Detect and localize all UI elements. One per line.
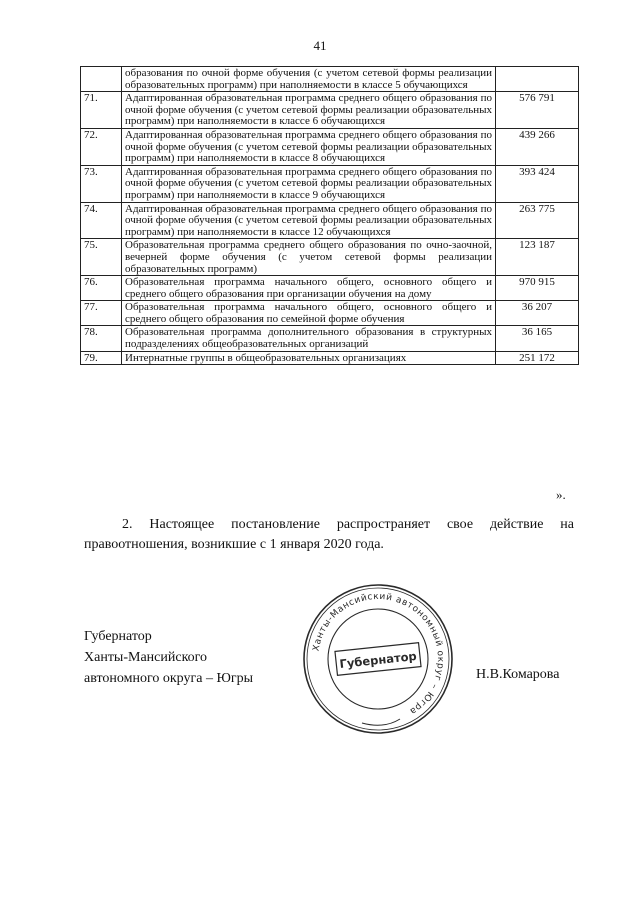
row-number: 76. bbox=[81, 276, 122, 301]
official-seal-stamp bbox=[298, 579, 458, 739]
program-description: Интернатные группы в общеобразовательных организациях bbox=[122, 351, 496, 365]
row-number bbox=[81, 67, 122, 92]
program-description: Адаптированная образовательная программа среднего общего образования по очной форме обучения (с учетом сетевой формы реализации образовательных программ) при наполняемости в классе 6 обучающихся bbox=[122, 92, 496, 129]
page-number: 41 bbox=[313, 38, 327, 53]
normative-value: 439 266 bbox=[496, 128, 579, 165]
table-row bbox=[81, 128, 579, 165]
clause-paragraph: 2. Настоящее постановление распространяет свое действие на правоотношения, возникшие с 1 января 2020 года. bbox=[84, 517, 574, 552]
row-number: 71. bbox=[81, 92, 122, 129]
program-description: Образовательная программа среднего общего образования по очно-заочной, вечерней форме обучения (с учетом сетевой формы реализации образовательных программ) bbox=[122, 239, 496, 276]
normative-value: 251 172 bbox=[496, 351, 579, 365]
table-row bbox=[81, 326, 579, 351]
table-row bbox=[81, 202, 579, 239]
table-row bbox=[81, 67, 579, 92]
row-number: 75. bbox=[81, 239, 122, 276]
row-number: 72. bbox=[81, 128, 122, 165]
signer-title-line: Ханты-Мансийского bbox=[84, 650, 208, 665]
program-description: образования по очной форме обучения (с учетом сетевой формы реализации образовательных программ) при наполняемости в классе 5 обучающихся bbox=[122, 67, 496, 92]
program-description: Адаптированная образовательная программа среднего общего образования по очной форме обучения (с учетом сетевой формы реализации образовательных программ) при наполняемости в классе 9 обучающихся bbox=[122, 165, 496, 202]
normative-value: 576 791 bbox=[496, 92, 579, 129]
table-row bbox=[81, 239, 579, 276]
table-row bbox=[81, 276, 579, 301]
signer-title bbox=[84, 626, 253, 689]
program-description: Образовательная программа начального общего, основного общего и среднего общего образования по семейной форме обучения bbox=[122, 301, 496, 326]
row-number: 79. bbox=[81, 351, 122, 365]
normative-value: 123 187 bbox=[496, 239, 579, 276]
table-row bbox=[81, 92, 579, 129]
signer-title-line: Губернатор bbox=[84, 629, 152, 644]
table-closing-mark: ». bbox=[556, 487, 566, 502]
signer-name: Н.В.Комарова bbox=[476, 667, 560, 682]
table-row bbox=[81, 301, 579, 326]
table-body bbox=[81, 67, 579, 365]
table-row bbox=[81, 351, 579, 365]
normative-value: 36 165 bbox=[496, 326, 579, 351]
signer-title-line: автономного округа – Югры bbox=[84, 671, 253, 686]
seal-ring-text: Ханты-Мансийский автономный округ – Югра bbox=[311, 591, 446, 717]
row-number: 78. bbox=[81, 326, 122, 351]
program-description: Адаптированная образовательная программа среднего общего образования по очной форме обучения (с учетом сетевой формы реализации образовательных программ) при наполняемости в классе 8 обучающихся bbox=[122, 128, 496, 165]
normative-value bbox=[496, 67, 579, 92]
row-number: 73. bbox=[81, 165, 122, 202]
normative-value: 393 424 bbox=[496, 165, 579, 202]
program-description: Образовательная программа начального общего, основного общего и среднего общего образования при организации обучения на дому bbox=[122, 276, 496, 301]
funding-table bbox=[80, 66, 579, 365]
row-number: 77. bbox=[81, 301, 122, 326]
normative-value: 36 207 bbox=[496, 301, 579, 326]
table-row bbox=[81, 165, 579, 202]
row-number: 74. bbox=[81, 202, 122, 239]
normative-value: 970 915 bbox=[496, 276, 579, 301]
normative-value: 263 775 bbox=[496, 202, 579, 239]
program-description: Образовательная программа дополнительного образования в структурных подразделениях общеобразовательных организаций bbox=[122, 326, 496, 351]
seal-center-text: Губернатор bbox=[338, 648, 418, 672]
program-description: Адаптированная образовательная программа среднего общего образования по очной форме обучения (с учетом сетевой формы реализации образовательных программ) при наполняемости в классе 12 обучающихся bbox=[122, 202, 496, 239]
